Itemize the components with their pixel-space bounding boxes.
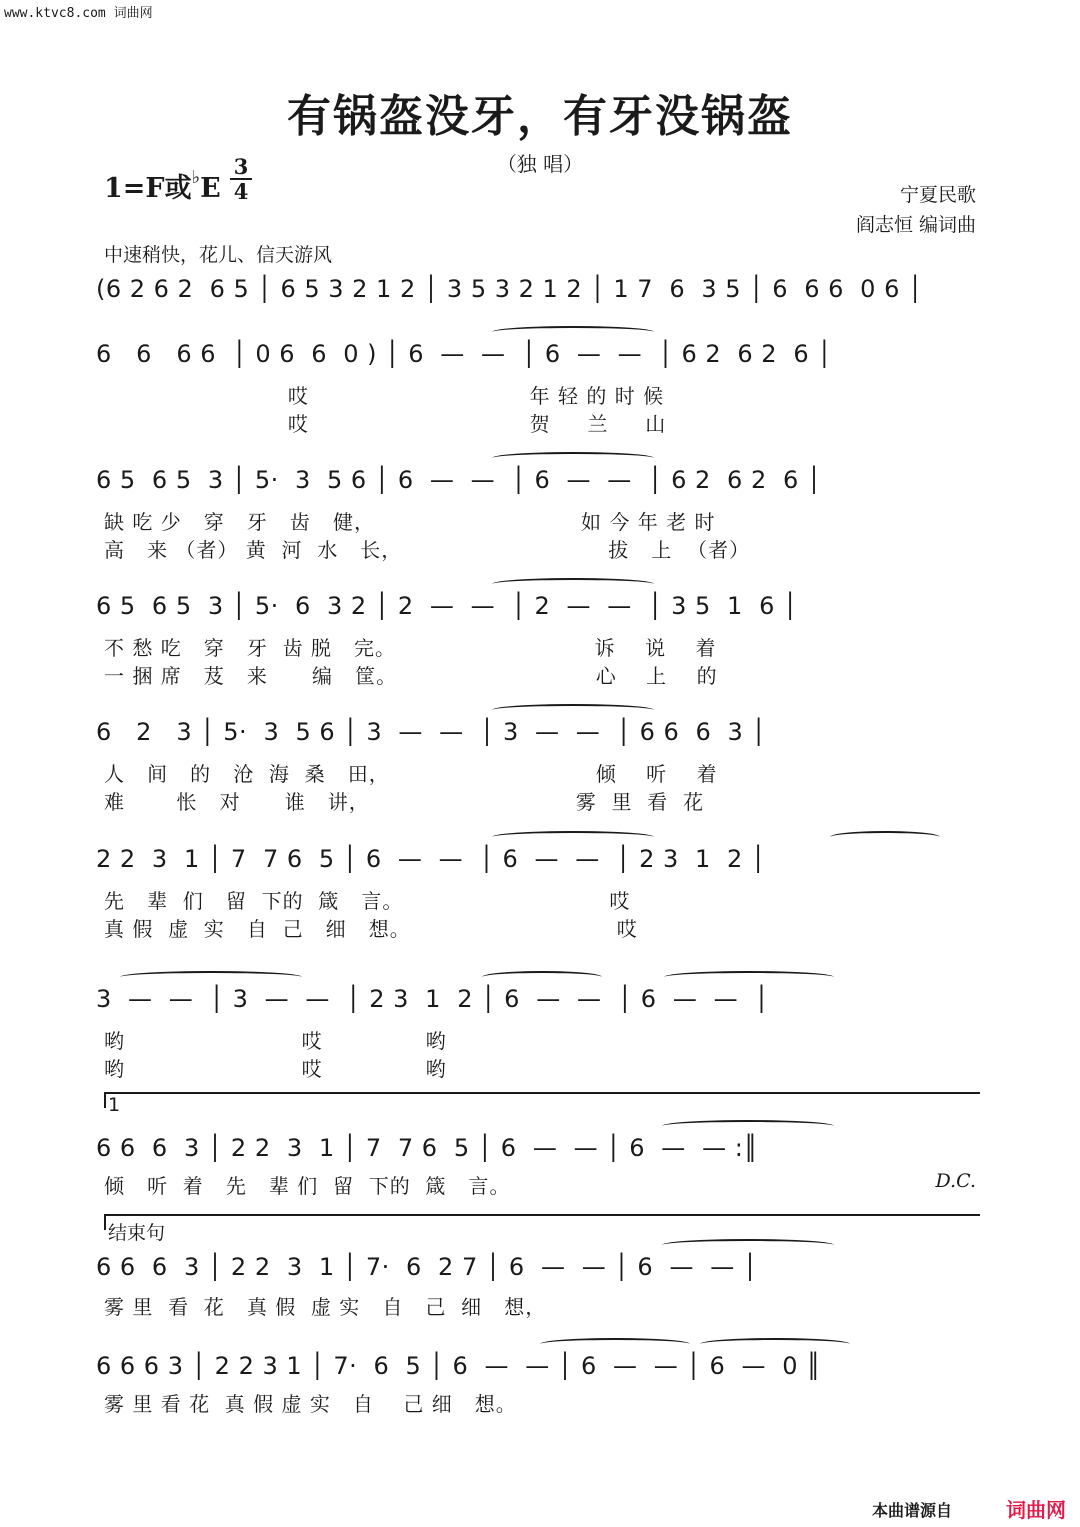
lyric-verse-1: 人 间 的 沧 海 桑 田， 倾 听 着 bbox=[104, 762, 718, 786]
notes: 6 6 6 3 │ 2 2 3 1 │ 7 7 6 5 │ 6 — — │ 6 — — :║ bbox=[96, 1134, 759, 1162]
notes: 6 2 3 │ 5· 3 5 6 │ 3 — — │ 3 — — │ 6 6 6 3 │ bbox=[96, 718, 767, 746]
tie bbox=[492, 578, 654, 590]
tie bbox=[120, 971, 302, 983]
first-ending-bracket bbox=[104, 1092, 980, 1108]
lyric-verse-1: 先 辈 们 留 下的 箴 言。 哎 bbox=[104, 889, 631, 913]
notes: 3 — — │ 3 — — │ 2 3 1 2 │ 6 — — │ 6 — — │ bbox=[96, 985, 770, 1013]
song-subtitle: （独 唱） bbox=[496, 152, 584, 176]
notes: 6 5 6 5 3 │ 5· 3 5 6 │ 6 — — │ 6 — — │ 6 2 6 2 6 │ bbox=[96, 466, 822, 494]
lyric-verse-2: 哟 哎 哟 bbox=[104, 1057, 447, 1081]
tie bbox=[492, 831, 654, 843]
notes: 6 6 6 6 │ 0 6 6 0 ) │ 6 — — │ 6 — — │ 6 2 6 2 6 │ bbox=[96, 340, 833, 368]
key-signature bbox=[104, 166, 221, 205]
key-suffix: E bbox=[200, 173, 221, 204]
song-title: 有锅盔没牙，有牙没锅盔 bbox=[287, 91, 793, 142]
notes: (6 2 6 2 6 5 │ 6 5 3 2 1 2 │ 3 5 3 2 1 2 │ 1 7 6 3 5 │ 6 6 6 0 6 │ bbox=[96, 275, 923, 303]
credit-author: 阎志恒 编词曲 bbox=[855, 214, 976, 236]
lyric-verse-2: 难 怅 对 谁 讲， 雾 里 看 花 bbox=[104, 790, 704, 814]
tie bbox=[662, 1239, 834, 1251]
notes: 6 6 6 3 │ 2 2 3 1 │ 7· 6 5 │ 6 — — │ 6 — — │ 6 — 0 ║ bbox=[96, 1352, 822, 1380]
notes: 6 5 6 5 3 │ 5· 6 3 2 │ 2 — — │ 2 — — │ 3 5 1 6 │ bbox=[96, 592, 798, 620]
tie bbox=[492, 452, 654, 464]
first-ending-label: 1 bbox=[108, 1094, 121, 1116]
lyric-verse-1: 缺 吃 少 穿 牙 齿 健， 如 今 年 老 时 bbox=[104, 510, 716, 534]
da-capo-mark: D.C. bbox=[935, 1170, 976, 1192]
lyric-verse-1: 不 愁 吃 穿 牙 齿 脱 完。 诉 说 着 bbox=[104, 636, 717, 660]
tie bbox=[540, 1338, 690, 1350]
source-label: 本曲谱源自 bbox=[871, 1501, 952, 1520]
tie bbox=[662, 1120, 834, 1132]
lyric-verse-2: 一 捆 席 芨 来 编 筐。 心 上 的 bbox=[104, 664, 718, 688]
time-bottom: 4 bbox=[233, 179, 249, 204]
tie bbox=[492, 326, 654, 338]
lyric-verse-1: 雾 里 看 花 真 假 虚 实 自 己 细 想。 bbox=[104, 1392, 517, 1416]
tie bbox=[492, 704, 654, 716]
tie bbox=[664, 971, 834, 983]
credit-origin: 宁夏民歌 bbox=[899, 184, 976, 206]
lyric-verse-2: 哎 贺 兰 山 bbox=[104, 412, 667, 436]
site-logo[interactable]: 词曲网 bbox=[1006, 1498, 1066, 1522]
notes: 2 2 3 1 │ 7 7 6 5 │ 6 — — │ 6 — — │ 2 3 1 2 │ bbox=[96, 845, 766, 873]
lyric-verse-1: 哟 哎 哟 bbox=[104, 1029, 447, 1053]
tie bbox=[830, 831, 940, 843]
tie bbox=[700, 1338, 850, 1350]
time-signature bbox=[230, 156, 252, 202]
ending-bracket bbox=[104, 1214, 980, 1230]
lyric-verse-2: 高 来 （者） 黄 河 水 长， 拔 上 （者） bbox=[104, 538, 751, 562]
ending-label: 结束句 bbox=[108, 1222, 166, 1244]
lyric-verse-1: 雾 里 看 花 真 假 虚 实 自 己 细 想， bbox=[104, 1295, 547, 1319]
tie bbox=[482, 971, 602, 983]
site-url[interactable]: www.ktvc8.com 词曲网 bbox=[4, 6, 153, 21]
tempo-marking: 中速稍快，花儿、信天游风 bbox=[104, 244, 333, 266]
key-prefix: 1=F或 bbox=[104, 173, 192, 204]
lyric-verse-2: 真 假 虚 实 自 己 细 想。 哎 bbox=[104, 917, 638, 941]
lyric-verse-1: 哎 年 轻 的 时 候 bbox=[104, 384, 665, 408]
notes: 6 6 6 3 │ 2 2 3 1 │ 7· 6 2 7 │ 6 — — │ 6 — — │ bbox=[96, 1253, 758, 1281]
flat-symbol: ♭ bbox=[191, 167, 201, 188]
time-top: 3 bbox=[233, 154, 249, 179]
lyric-verse-1: 倾 听 着 先 辈 们 留 下的 箴 言。 bbox=[104, 1174, 511, 1198]
